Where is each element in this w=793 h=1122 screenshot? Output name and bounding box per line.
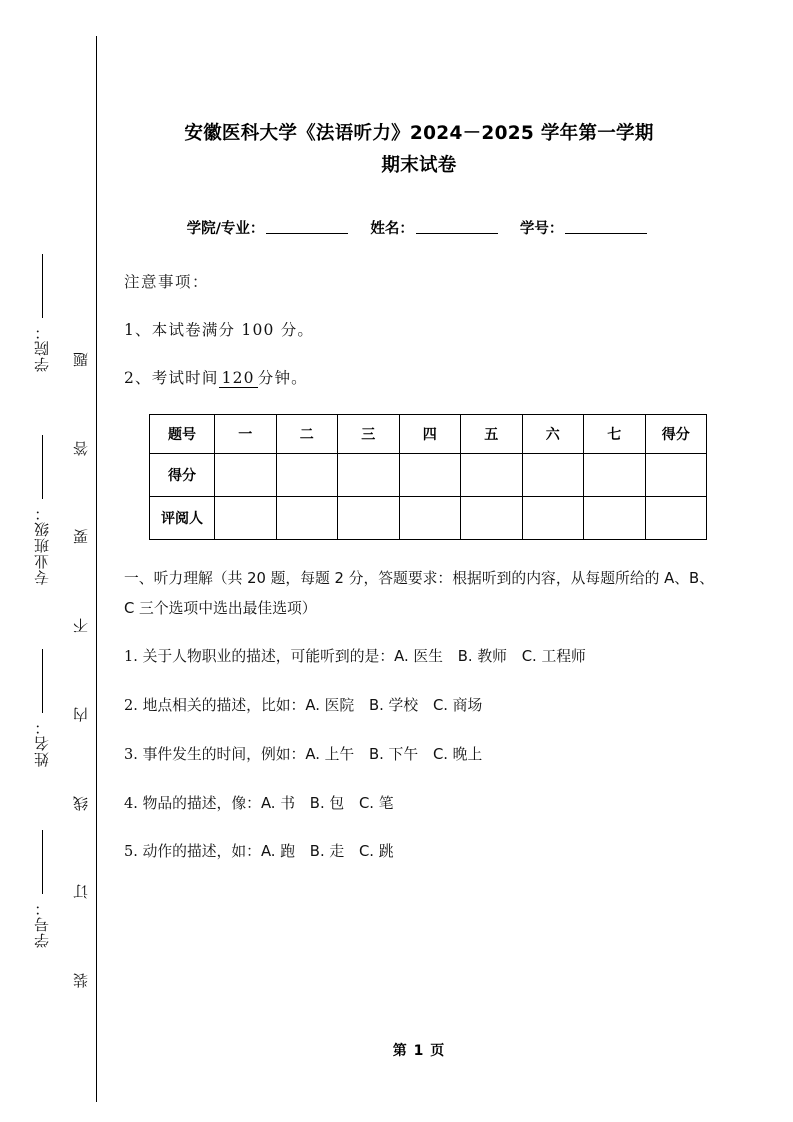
- score-cell[interactable]: [584, 453, 646, 496]
- question-number: 4.: [124, 795, 138, 812]
- page-title-line2: 期末试卷: [381, 155, 457, 177]
- exam-duration-value: 120: [219, 369, 258, 388]
- question-3: [124, 740, 714, 771]
- student-id-blank[interactable]: [565, 233, 647, 234]
- college-major-blank[interactable]: [266, 233, 348, 234]
- note-item-2: [124, 366, 714, 388]
- binding-divider-line: [96, 36, 97, 1102]
- grader-cell[interactable]: [461, 496, 523, 539]
- page-title-line1: 安徽医科大学《法语听力》2024－2025 学年第一学期: [184, 123, 654, 144]
- binding-student-fields: [20, 248, 64, 948]
- score-table-header-cell: 五: [461, 414, 523, 453]
- binding-field-rule: [42, 435, 43, 499]
- grader-cell[interactable]: [276, 496, 338, 539]
- binding-field-xuehao: [32, 824, 51, 948]
- binding-field-xueyuan: [32, 248, 51, 372]
- exam-body: [124, 0, 714, 1122]
- grader-cell[interactable]: [522, 496, 584, 539]
- score-table-header-cell: 得分: [645, 414, 707, 453]
- page-title: [124, 118, 714, 183]
- question-text: 事件发生的时间，例如：A. 上午 B. 下午 C. 晚上: [142, 745, 483, 763]
- grader-row-label: 评阅人: [150, 496, 215, 539]
- binding-warning-char: 答: [71, 440, 90, 456]
- page-footer: 第 1 页: [392, 1043, 446, 1059]
- college-major-label: 学院/专业：: [186, 220, 265, 237]
- question-1: [124, 642, 714, 673]
- binding-warning-char: 订: [71, 884, 90, 900]
- binding-field-label: 学院：: [32, 324, 51, 372]
- binding-field-label: 专业班级：: [32, 505, 51, 586]
- note-item-2-prefix: 2、考试时间: [124, 368, 219, 387]
- question-4: [124, 789, 714, 820]
- score-cell[interactable]: [522, 453, 584, 496]
- score-table-header-cell: 题号: [150, 414, 215, 453]
- binding-warning-char: 要: [71, 529, 90, 545]
- score-table-header-cell: 一: [215, 414, 277, 453]
- question-number: 5.: [124, 844, 138, 861]
- binding-field-rule: [42, 830, 43, 894]
- question-2: [124, 691, 714, 722]
- name-blank[interactable]: [416, 233, 498, 234]
- grader-cell[interactable]: [399, 496, 461, 539]
- notes-heading: 注意事项：: [124, 272, 210, 291]
- score-table: [149, 414, 707, 540]
- table-row-score: [150, 453, 707, 496]
- binding-warning-char: 题: [71, 352, 90, 367]
- score-cell[interactable]: [461, 453, 523, 496]
- score-table-header-cell: 七: [584, 414, 646, 453]
- student-info-line: [124, 217, 714, 238]
- binding-field-label: 姓名：: [32, 718, 51, 767]
- question-text: 地点相关的描述，比如：A. 医院 B. 学校 C. 商场: [142, 697, 483, 715]
- note-item-2-suffix: 分钟。: [257, 368, 308, 387]
- grader-cell[interactable]: [338, 496, 400, 539]
- score-table-header-cell: 四: [399, 414, 461, 453]
- name-label: 姓名：: [370, 220, 414, 237]
- score-table-header-cell: 三: [338, 414, 400, 453]
- question-5: [124, 837, 714, 868]
- binding-warning-char: 装: [71, 972, 90, 988]
- binding-warning-char: 内: [71, 706, 90, 722]
- table-row-grader: [150, 496, 707, 539]
- grader-cell[interactable]: [584, 496, 646, 539]
- score-cell[interactable]: [645, 453, 707, 496]
- table-row-header: [150, 414, 707, 453]
- binding-warning-char: 线: [71, 795, 90, 811]
- binding-field-zhuanyebanji: [32, 429, 51, 586]
- binding-field-rule: [42, 649, 43, 713]
- question-text: 动作的描述，如：A. 跑 B. 走 C. 跳: [142, 843, 394, 861]
- score-cell[interactable]: [276, 453, 338, 496]
- score-table-header-cell: 二: [276, 414, 338, 453]
- question-number: 3.: [124, 746, 138, 763]
- score-cell[interactable]: [215, 453, 277, 496]
- grader-cell[interactable]: [215, 496, 277, 539]
- note-item-1: 1、本试卷满分 100 分。: [124, 320, 315, 339]
- question-number: 1.: [124, 649, 138, 666]
- section-heading-listening: 一、听力理解（共 20 题，每题 2 分，答题要求：根据听到的内容，从每题所给的 A、B、C 三个选项中选出最佳选项）: [124, 569, 714, 618]
- question-text: 物品的描述，像：A. 书 B. 包 C. 笔: [142, 794, 394, 812]
- question-text: 关于人物职业的描述，可能听到的是：A. 医生 B. 教师 C. 工程师: [142, 648, 586, 666]
- score-row-label: 得分: [150, 453, 215, 496]
- question-number: 2.: [124, 698, 138, 715]
- binding-warning-text: [66, 352, 96, 988]
- grader-cell[interactable]: [645, 496, 707, 539]
- student-id-label: 学号：: [519, 220, 564, 237]
- score-cell[interactable]: [338, 453, 400, 496]
- binding-field-xingming: [32, 643, 51, 767]
- binding-field-label: 学号：: [32, 899, 51, 948]
- binding-warning-char: 不: [71, 618, 90, 634]
- binding-field-rule: [42, 254, 43, 318]
- score-table-header-cell: 六: [522, 414, 584, 453]
- score-cell[interactable]: [399, 453, 461, 496]
